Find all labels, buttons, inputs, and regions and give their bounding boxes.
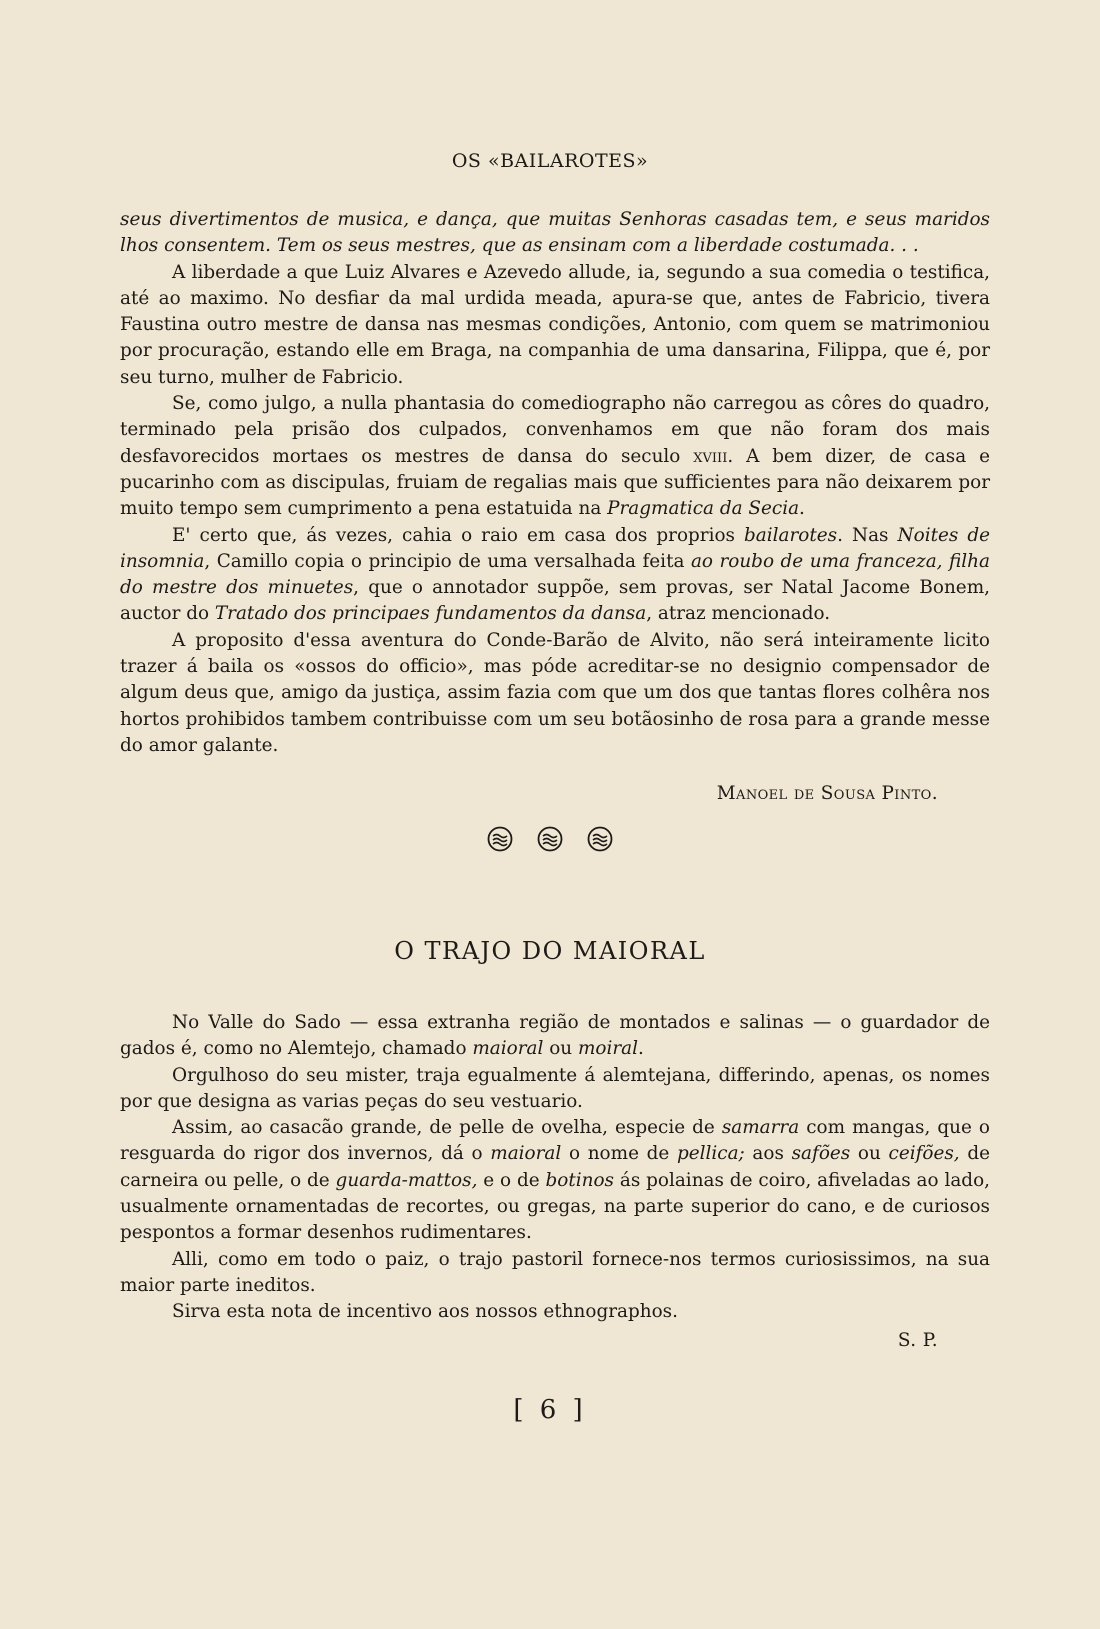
author-initials: S. P. xyxy=(897,1330,938,1351)
ornament-icon xyxy=(487,826,513,852)
article-bailarotes-body xyxy=(120,207,990,759)
paragraph: Sirva esta nota de incentivo aos nossos ethnographos. xyxy=(172,1301,678,1323)
paragraph: Se, como julgo, a nulla phantasia do comediographo não carregou as côres do quadro, terminado pela prisão dos culpados, convenhamos em que não foram dos mais desfavorecidos mortaes os mestres de dansa do seculo xviii. A bem dizer, de casa e pucarinho com as discipulas, fruiam de regalias mais que sufficientes para não deixarem por muito tempo sem cumprimento a pena estatuida na Pragmatica da Secia. xyxy=(120,393,990,520)
article-title: O TRAJO DO MAIORAL xyxy=(394,937,706,965)
paragraph: A liberdade a que Luiz Alvares e Azevedo allude, ia, segundo a sua comedia o testifica, até ao maximo. No desfiar da mal urdida meada, apura-se que, antes de Fabricio, tivera Faustina outro mestre de dansa nas mesmas condições, Antonio, com quem se matrimoniou por procuração, estando elle em Braga, na companhia de uma dansarina, Filippa, que é, por seu turno, mulher de Fabricio. xyxy=(120,261,990,388)
paragraph: Orgulhoso do seu mister, traja egualmente á alemtejana, differindo, apenas, os nomes por que designa as varias peças do seu vestuario. xyxy=(120,1064,990,1112)
running-head: OS «BAILAROTES» xyxy=(451,150,649,172)
paragraph: A proposito d'essa aventura do Conde-Barão de Alvito, não será inteiramente licito trazer á baila os «ossos do officio», mas póde acreditar-se no designio compensador de algum deus que, amigo da justiça, assim fazia com que um dos que tantas flores colhêra nos hortos prohibidos tambem contribuisse com um seu botãosinho de rosa para a grande messe do amor galante. xyxy=(120,629,990,756)
ornament-icon xyxy=(537,826,563,852)
paragraph: Alli, como em todo o paiz, o trajo pastoril fornece-nos termos curiosissimos, na sua maior parte ineditos. xyxy=(120,1248,990,1296)
quoted-passage: seus divertimentos de musica, e dança, que muitas Senhoras casadas tem, e seus maridos lhos consentem. Tem os seus mestres, que as ensinam com a liberdade costumada. . . xyxy=(120,209,990,257)
article-maioral-body xyxy=(120,1010,990,1326)
ornament-divider xyxy=(0,826,1100,852)
ornament-icon xyxy=(587,826,613,852)
paragraph: E' certo que, ás vezes, cahia o raio em casa dos proprios bailarotes. Nas Noites de insomnia, Camillo copia o principio de uma versalhada feita ao roubo de uma franceza, filha do mestre dos minuetes, que o annotador suppõe, sem provas, ser Natal Jacome Bonem, auctor do Tratado dos principaes fundamentos da dansa, atraz mencionado. xyxy=(120,524,990,625)
author-signature: Manoel de Sousa Pinto. xyxy=(716,783,938,804)
page-number: [ 6 ] xyxy=(513,1395,587,1425)
paragraph: No Valle do Sado — essa extranha região de montados e salinas — o guardador de gados é, como no Alemtejo, chamado maioral ou moiral. xyxy=(120,1012,990,1060)
paragraph: Assim, ao casacão grande, de pelle de ovelha, especie de samarra com mangas, que o resguarda do rigor dos invernos, dá o maioral o nome de pellica; aos safões ou ceifões, de carneira ou pelle, o de guarda-mattos, e o de botinos ás polainas de coiro, afiveladas ao lado, usualmente ornamentadas de recortes, ou gregas, na parte superior do cano, e de curiosos pespontos a formar desenhos rudimentares. xyxy=(120,1117,990,1244)
